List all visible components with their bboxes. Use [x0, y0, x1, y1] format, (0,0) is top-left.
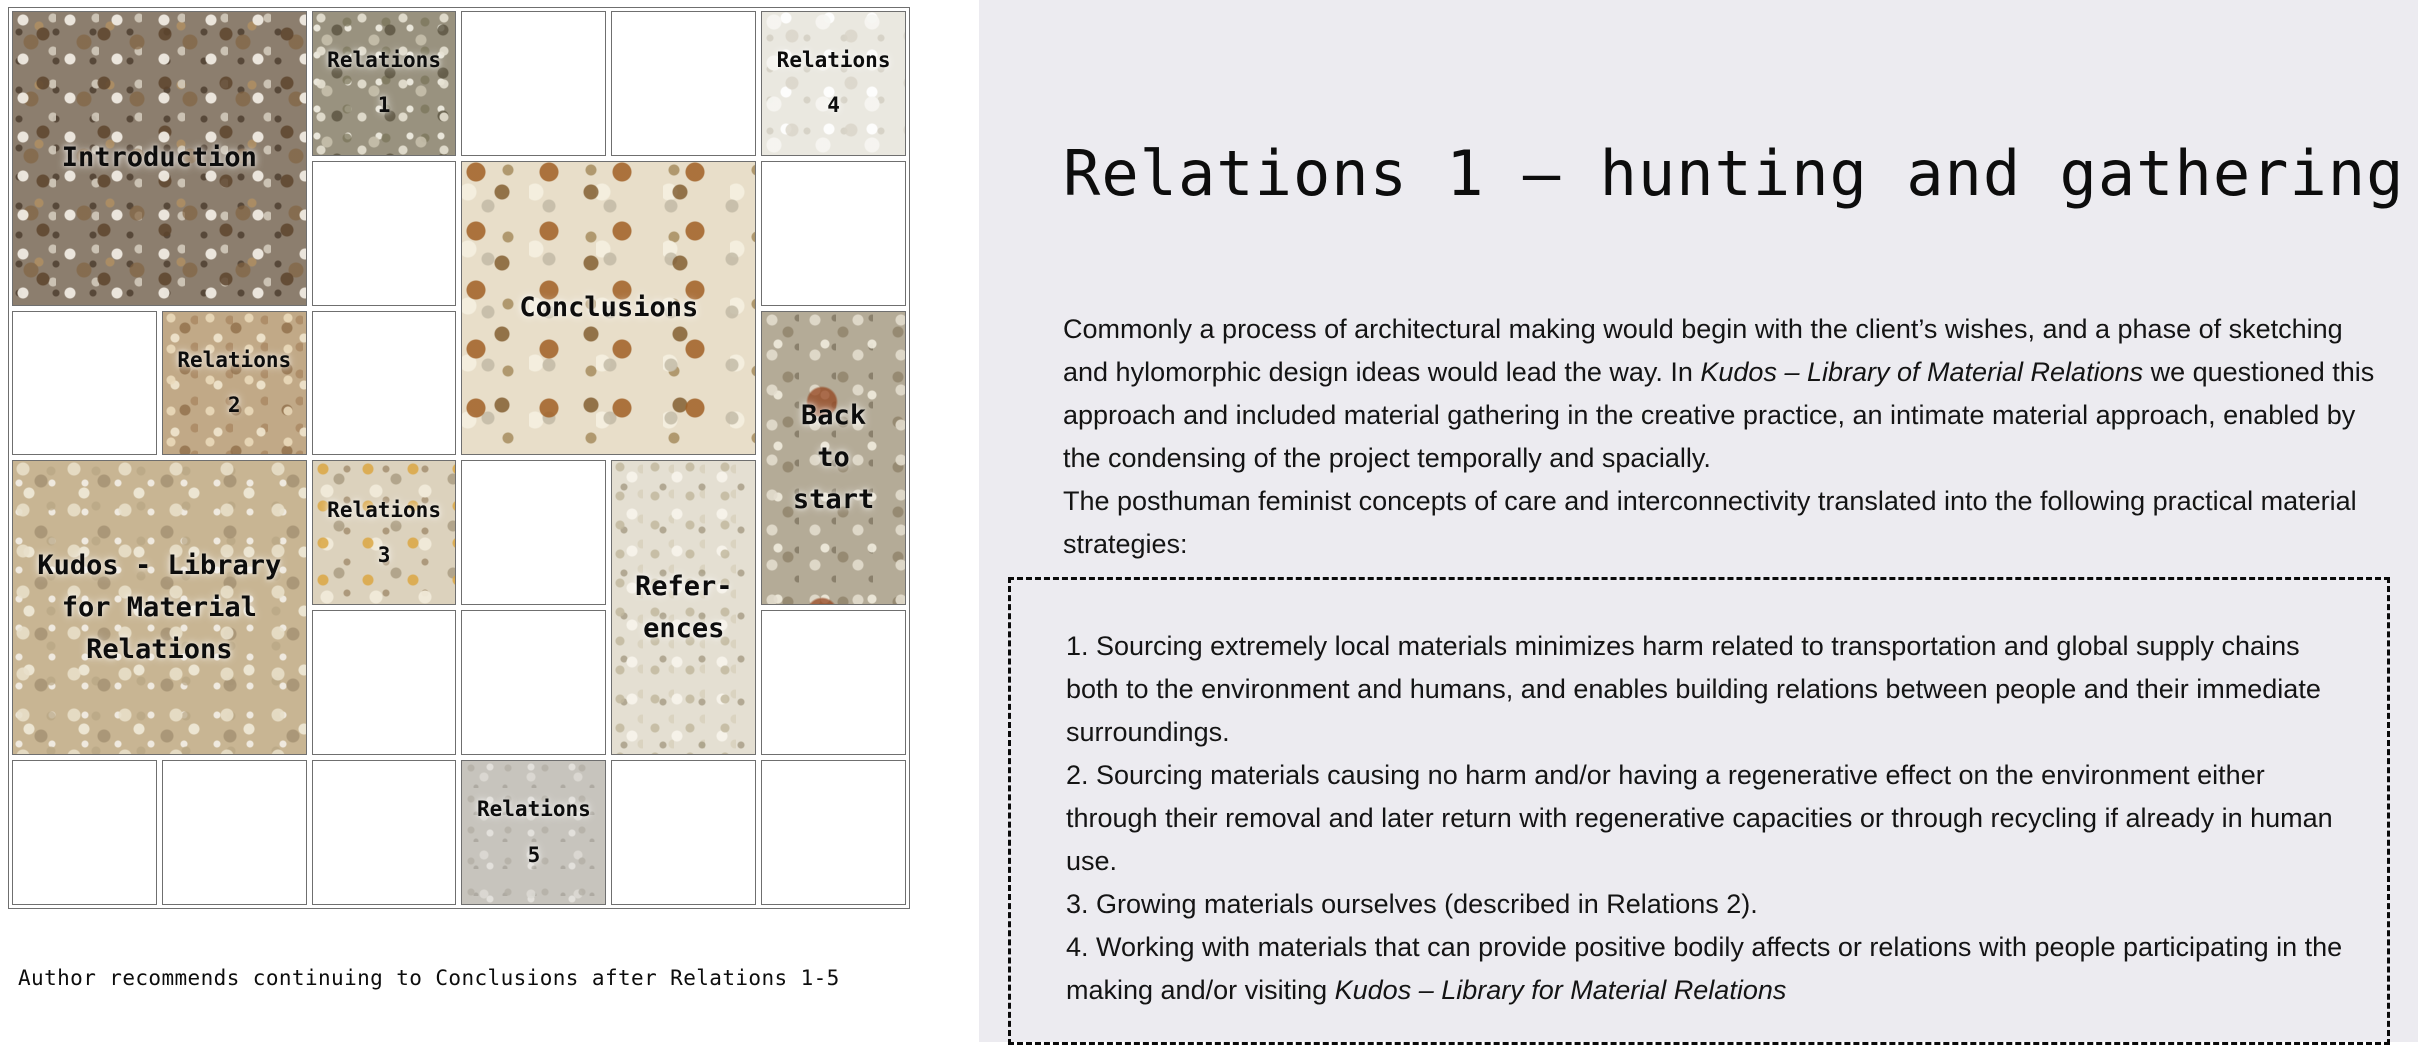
blank-tile	[312, 161, 457, 306]
tile-references[interactable]	[611, 460, 756, 755]
book-title-italic: Kudos – Library for Material Relations	[1334, 975, 1787, 1005]
blank-tile	[12, 760, 157, 905]
tile-relations-3[interactable]	[312, 460, 457, 605]
tile-relations-4[interactable]	[761, 11, 906, 156]
intro-paragraph: Commonly a process of architectural making would begin with the client’s wishes, and a phase of sketching and hylomorphic design ideas would lead the way. In Kudos – Library of Material Relations we questioned this approach and included material gathering in the creative practice, an intimate material approach, enabled by the condensing of the project temporally and spacially.	[1063, 314, 2375, 473]
tile-conclusions-label: Conclusions	[519, 292, 699, 324]
author-note: Author recommends continuing to Conclusions after Relations 1-5	[18, 966, 840, 990]
blank-tile	[611, 760, 756, 905]
tile-relations-3-label: Relations 3	[327, 497, 441, 567]
blank-tile	[611, 11, 756, 156]
article-title: Relations 1 — hunting and gathering	[1063, 137, 2405, 210]
strategy-item-3: 3. Growing materials ourselves (described in Relations 2).	[1066, 889, 1758, 919]
strategies-box	[1008, 577, 2390, 1045]
article-body	[1063, 308, 2393, 566]
blank-tile	[461, 610, 606, 755]
tile-introduction[interactable]	[12, 11, 307, 306]
book-title-italic: Kudos – Library of Material Relations	[1700, 357, 2144, 387]
tile-relations-4-label: Relations 4	[776, 48, 891, 118]
strategy-item-1: 1. Sourcing extremely local materials minimizes harm related to transportation and global supply chains both to the environment and humans, and enables building relations between people and their immediate surroundings.	[1066, 631, 2321, 747]
blank-tile	[162, 760, 307, 905]
blank-tile	[761, 760, 906, 905]
strategy-item-2: 2. Sourcing materials causing no harm and/or having a regenerative effect on the environment either through their removal and later return with regenerative capacities or through recycling if already in human use.	[1066, 760, 2333, 876]
tile-relations-2[interactable]	[162, 311, 307, 456]
tile-back-to-start[interactable]	[761, 311, 906, 606]
tile-relations-1[interactable]	[312, 11, 457, 156]
tile-back-to-start-label: Back to start	[792, 400, 875, 515]
blank-tile	[761, 610, 906, 755]
tile-introduction-label: Introduction	[61, 142, 257, 174]
blank-tile	[312, 311, 457, 456]
article-panel	[979, 0, 2418, 1042]
intro-paragraph-2: The posthuman feminist concepts of care and interconnectivity translated into the following practical material strategies:	[1063, 486, 2357, 559]
tile-conclusions[interactable]	[461, 161, 756, 456]
blank-tile	[312, 610, 457, 755]
tile-relations-5[interactable]	[461, 760, 606, 905]
strategy-item-4: 4. Working with materials that can provide positive bodily affects or relations with people participating in the making and/or visiting Kudos – Library for Material Relations	[1066, 932, 2343, 1005]
tile-kudos-library-label: Kudos - Library for Material Relations	[37, 550, 282, 665]
tile-references-label: Refer- ences	[634, 570, 733, 644]
blank-tile	[12, 311, 157, 456]
blank-tile	[312, 760, 457, 905]
tile-kudos-library[interactable]	[12, 460, 307, 755]
blank-tile	[461, 11, 606, 156]
tile-relations-1-label: Relations 1	[327, 48, 441, 118]
tile-relations-2-label: Relations 2	[177, 347, 292, 418]
blank-tile	[461, 460, 606, 605]
blank-tile	[761, 161, 906, 306]
tile-relations-5-label: Relations 5	[477, 797, 591, 867]
navigation-board	[8, 7, 910, 909]
